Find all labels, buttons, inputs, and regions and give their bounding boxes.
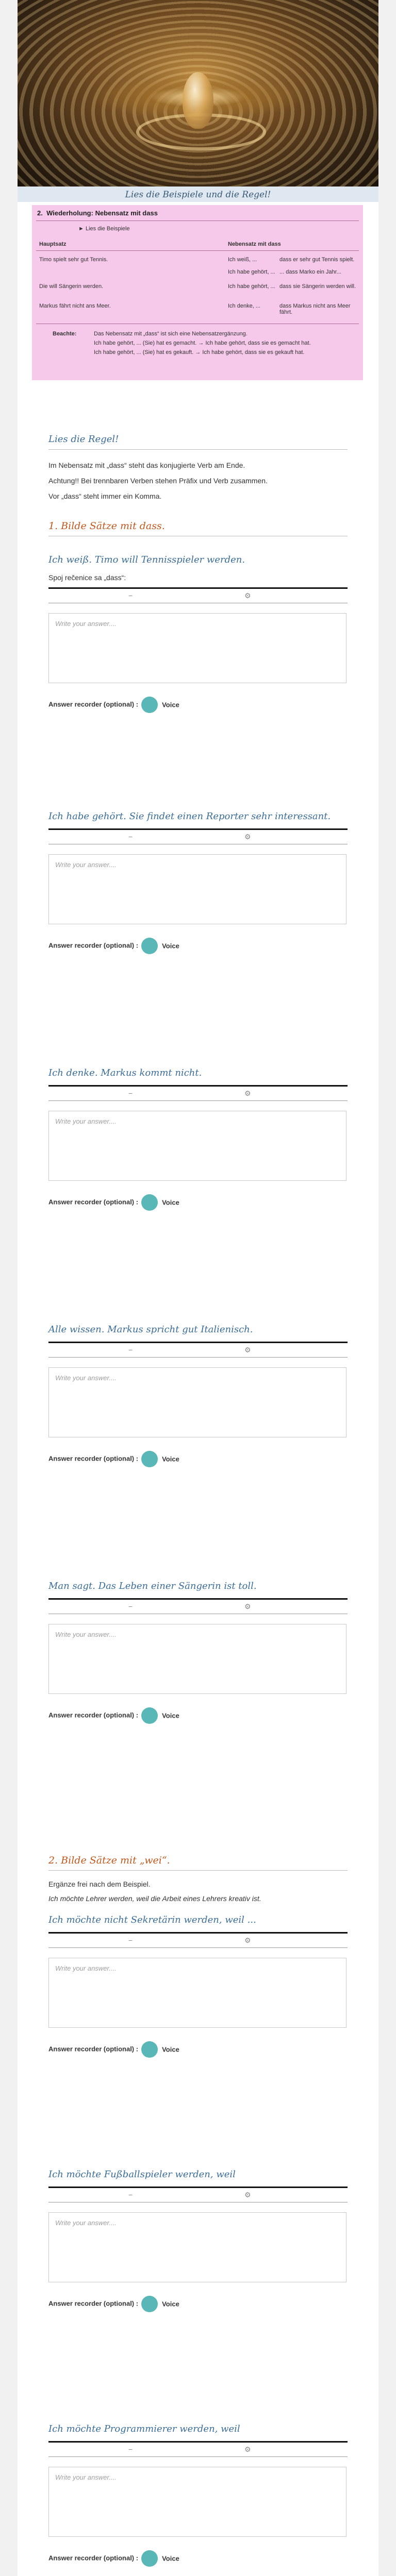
collapse-button[interactable]: − xyxy=(128,2191,133,2199)
recorder-label: Answer recorder (optional) : xyxy=(48,2045,139,2053)
answer-recorder[interactable] xyxy=(48,2041,179,2058)
divider xyxy=(48,449,348,450)
gear-icon[interactable]: ⚙ xyxy=(244,1089,251,1097)
collapse-button[interactable]: − xyxy=(128,1346,133,1354)
recorder-label: Answer recorder (optional) : xyxy=(48,1198,139,1206)
task2-instruction: Ergänze frei nach dem Beispiel. xyxy=(48,1880,151,1888)
rule-line-1: Im Nebensatz mit „dass“ steht das konjugierte Verb am Ende. xyxy=(48,461,245,469)
record-button[interactable] xyxy=(141,938,158,954)
header-image-water-drop xyxy=(18,0,378,187)
answer-recorder[interactable] xyxy=(48,2296,179,2312)
voice-label: Voice xyxy=(162,2554,179,2563)
example-sub-start: Ich habe gehört, ... xyxy=(228,269,275,275)
rule-text: Das Nebensatz mit „dass“ ist sich eine Nebensatzergänzung. xyxy=(94,331,248,337)
question-title: Ich möchte nicht Sekretärin werden, weil ... xyxy=(48,1914,256,1925)
example-main: Markus fährt nicht ans Meer. xyxy=(39,303,111,309)
answer-input[interactable]: Write your answer.... xyxy=(48,1367,346,1437)
record-button[interactable] xyxy=(141,2041,158,2058)
example-sub-end: dass er sehr gut Tennis spielt. xyxy=(279,257,355,263)
divider xyxy=(48,1870,348,1871)
example-sub-start: Ich denke, ... xyxy=(228,303,260,309)
rule-line-2: Achtung!! Bei trennbaren Verben stehen Präfix und Verb zusammen. xyxy=(48,477,268,485)
question-underline xyxy=(48,2456,348,2457)
voice-label: Voice xyxy=(162,701,179,709)
gear-icon[interactable]: ⚙ xyxy=(244,1346,251,1354)
question-title: Ich möchte Programmierer werden, weil xyxy=(48,2424,240,2434)
record-button[interactable] xyxy=(141,1707,158,1724)
collapse-button[interactable]: − xyxy=(128,833,133,841)
gear-icon[interactable]: ⚙ xyxy=(244,1602,251,1611)
collapse-button[interactable]: − xyxy=(128,1936,133,1944)
voice-label: Voice xyxy=(162,2045,179,2054)
recorder-label: Answer recorder (optional) : xyxy=(48,2554,139,2562)
divider xyxy=(36,250,359,251)
answer-input[interactable]: Write your answer.... xyxy=(48,1958,346,2028)
answer-recorder[interactable] xyxy=(48,938,179,954)
question-bar xyxy=(48,1932,348,1934)
record-button[interactable] xyxy=(141,697,158,713)
col-hauptsatz: Hauptsatz xyxy=(39,241,67,247)
example-sub-end: ... dass Marko ein Jahr... xyxy=(279,269,341,275)
question-bar xyxy=(48,2441,348,2443)
legend: ► Lies die Beispiele xyxy=(78,226,130,232)
recorder-label: Answer recorder (optional) : xyxy=(48,2299,139,2308)
answer-recorder[interactable] xyxy=(48,1707,179,1724)
question-bar xyxy=(48,1085,348,1087)
gear-icon[interactable]: ⚙ xyxy=(244,2445,251,2453)
voice-label: Voice xyxy=(162,1711,179,1720)
record-button[interactable] xyxy=(141,1451,158,1467)
gear-icon[interactable]: ⚙ xyxy=(244,2191,251,2199)
grammar-box-heading: 2. Wiederholung: Nebensatz mit dass xyxy=(37,209,158,217)
example-sub-end: dass Markus nicht ans Meer fährt. xyxy=(279,303,351,315)
rule-line-3: Vor „dass“ steht immer ein Komma. xyxy=(48,492,162,500)
rule-title: Lies die Regel! xyxy=(48,434,119,445)
example-sub-start: Ich weiß, ... xyxy=(228,257,257,263)
water-drop xyxy=(183,72,213,129)
voice-label: Voice xyxy=(162,1198,179,1207)
task2-example: Ich möchte Lehrer werden, weil die Arbeit eines Lehrers kreativ ist. xyxy=(48,1894,261,1903)
answer-input[interactable]: Write your answer.... xyxy=(48,613,346,683)
answer-input[interactable]: Write your answer.... xyxy=(48,1624,346,1694)
collapse-button[interactable]: − xyxy=(128,1089,133,1097)
col-nebensatz: Nebensatz mit dass xyxy=(228,241,281,247)
task1-title: 1. Bilde Sätze mit dass. xyxy=(48,520,165,532)
voice-label: Voice xyxy=(162,2300,179,2308)
question-title: Ich denke. Markus kommt nicht. xyxy=(48,1067,202,1078)
question-title: Ich möchte Fußballspieler werden, weil xyxy=(48,2169,236,2180)
example-main: Timo spielt sehr gut Tennis. xyxy=(39,257,108,263)
example-sub-end: dass sie Sängerin werden will. xyxy=(279,283,356,290)
question-bar xyxy=(48,1342,348,1343)
question-underline xyxy=(48,1947,348,1948)
recorder-label: Answer recorder (optional) : xyxy=(48,1454,139,1463)
recorder-label: Answer recorder (optional) : xyxy=(48,1711,139,1719)
answer-input[interactable]: Write your answer.... xyxy=(48,2212,346,2282)
answer-recorder[interactable] xyxy=(48,1194,179,1211)
record-button[interactable] xyxy=(141,1194,158,1211)
answer-input[interactable]: Write your answer.... xyxy=(48,2467,346,2537)
question-bar xyxy=(48,1598,348,1600)
worksheet-page xyxy=(18,0,378,2576)
voice-label: Voice xyxy=(162,1455,179,1463)
question-title: Alle wissen. Markus spricht gut Italienisch. xyxy=(48,1324,253,1335)
voice-label: Voice xyxy=(162,942,179,950)
answer-input[interactable]: Write your answer.... xyxy=(48,854,346,924)
record-button[interactable] xyxy=(141,2550,158,2567)
worksheet-title: Lies die Beispiele und die Regel! xyxy=(125,190,271,200)
question-underline xyxy=(48,1357,348,1358)
answer-input[interactable]: Write your answer.... xyxy=(48,1111,346,1181)
answer-recorder[interactable] xyxy=(48,697,179,713)
collapse-button[interactable]: − xyxy=(128,1602,133,1611)
rule-label: Beachte: xyxy=(53,331,77,337)
answer-recorder[interactable] xyxy=(48,2550,179,2567)
task2-title: 2. Bilde Sätze mit „wei“. xyxy=(48,1855,170,1866)
question-title: Man sagt. Das Leben einer Sängerin ist toll. xyxy=(48,1581,257,1591)
gear-icon[interactable]: ⚙ xyxy=(244,591,251,600)
answer-recorder[interactable] xyxy=(48,1451,179,1467)
question-bar xyxy=(48,828,348,830)
record-button[interactable] xyxy=(141,2296,158,2312)
question-underline xyxy=(48,1100,348,1101)
rule-example-1: Ich habe gehört, ... (Sie) hat es gemacht. → Ich habe gehört, dass sie es gemacht hat. xyxy=(94,340,311,346)
example-sub-start: Ich habe gehört, ... xyxy=(228,283,275,290)
rule-example-2: Ich habe gehört, ... (Sie) hat es gekauft. → Ich habe gehört, dass sie es gekauft hat. xyxy=(94,349,305,355)
question-title: Ich weiß. Timo will Tennisspieler werden. xyxy=(48,554,245,565)
question-bar xyxy=(48,2187,348,2188)
gear-icon[interactable]: ⚙ xyxy=(244,833,251,841)
collapse-button[interactable]: − xyxy=(128,2445,133,2453)
collapse-button[interactable]: − xyxy=(128,591,133,600)
question-title: Ich habe gehört. Sie findet einen Reporter sehr interessant. xyxy=(48,811,331,822)
gear-icon[interactable]: ⚙ xyxy=(244,1936,251,1944)
question-bar xyxy=(48,587,348,589)
recorder-label: Answer recorder (optional) : xyxy=(48,700,139,708)
example-main: Die will Sängerin werden. xyxy=(39,283,104,290)
grammar-box xyxy=(32,205,363,380)
recorder-label: Answer recorder (optional) : xyxy=(48,941,139,950)
task1-intro: Spoj rečenice sa „dass“: xyxy=(48,573,126,582)
